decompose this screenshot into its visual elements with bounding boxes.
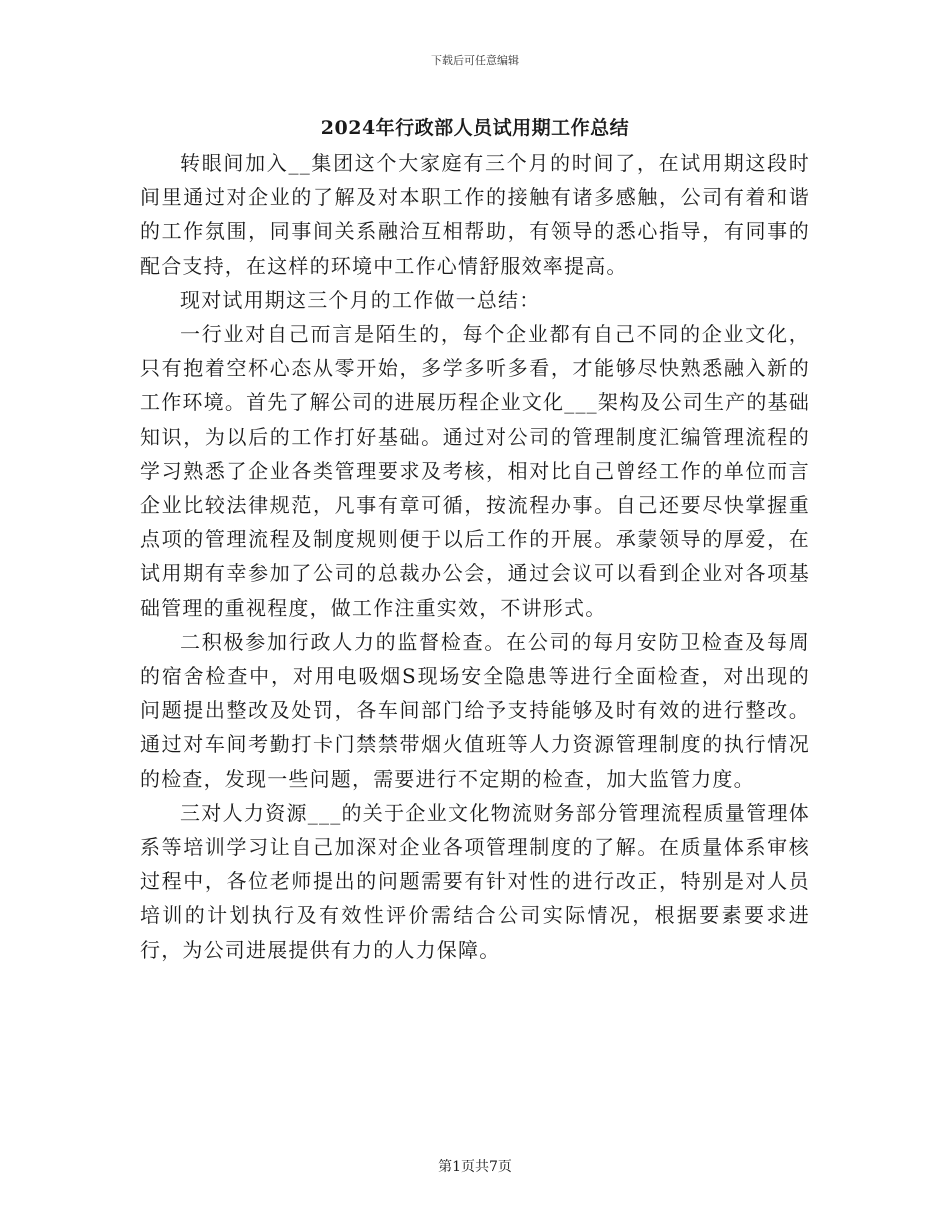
paragraph-intro: 转眼间加入__集团这个大家庭有三个月的时间了，在试用期这段时间里通过对企业的了解及对本职工作的接触有诸多感触，公司有着和谐的工作氛围，同事间关系融洽互相帮助，有领导的悉心指导，有同事的配合支持，在这样的环境中工作心情舒服效率提高。 xyxy=(140,151,810,278)
document-body xyxy=(140,146,810,967)
header-note: 下载后可任意编辑 xyxy=(431,54,519,67)
paragraph-item-two: 二积极参加行政人力的监督检查。在公司的每月安防卫检查及每周的宿舍检查中，对用电吸烟S现场安全隐患等进行全面检查，对出现的问题提出整改及处罚，各车间部门给予支持能够及时有效的进行整改。通过对车间考勤打卡门禁禁带烟火值班等人力资源管理制度的执行情况的检查，发现一些问题，需要进行不定期的检查，加大监管力度。 xyxy=(140,629,810,791)
document-title: 2024年行政部人员试用期工作总结 xyxy=(320,117,630,139)
paragraph-summary-lead: 现对试用期这三个月的工作做一总结： xyxy=(180,287,541,312)
page-footer: 第1页共7页 xyxy=(438,1159,512,1175)
paragraph-item-three: 三对人力资源___的关于企业文化物流财务部分管理流程质量管理体系等培训学习让自己加深对企业各项管理制度的了解。在质量体系审核过程中，各位老师提出的问题需要有针对性的进行改正，特别是对人员培训的计划执行及有效性评价需结合公司实际情况，根据要素要求进行，为公司进展提供有力的人力保障。 xyxy=(140,800,810,962)
paragraph-item-one: 一行业对自己而言是陌生的，每个企业都有自己不同的企业文化，只有抱着空杯心态从零开始，多学多听多看，才能够尽快熟悉融入新的工作环境。首先了解公司的进展历程企业文化___架构及公司生产的基础知识，为以后的工作打好基础。通过对公司的管理制度汇编管理流程的学习熟悉了企业各类管理要求及考核，相对比自己曾经工作的单位而言企业比较法律规范，凡事有章可循，按流程办事。自己还要尽快掌握重点项的管理流程及制度规则便于以后工作的开展。承蒙领导的厚爱，在试用期有幸参加了公司的总裁办公会，通过会议可以看到企业对各项基础管理的重视程度，做工作注重实效，不讲形式。 xyxy=(140,322,810,620)
